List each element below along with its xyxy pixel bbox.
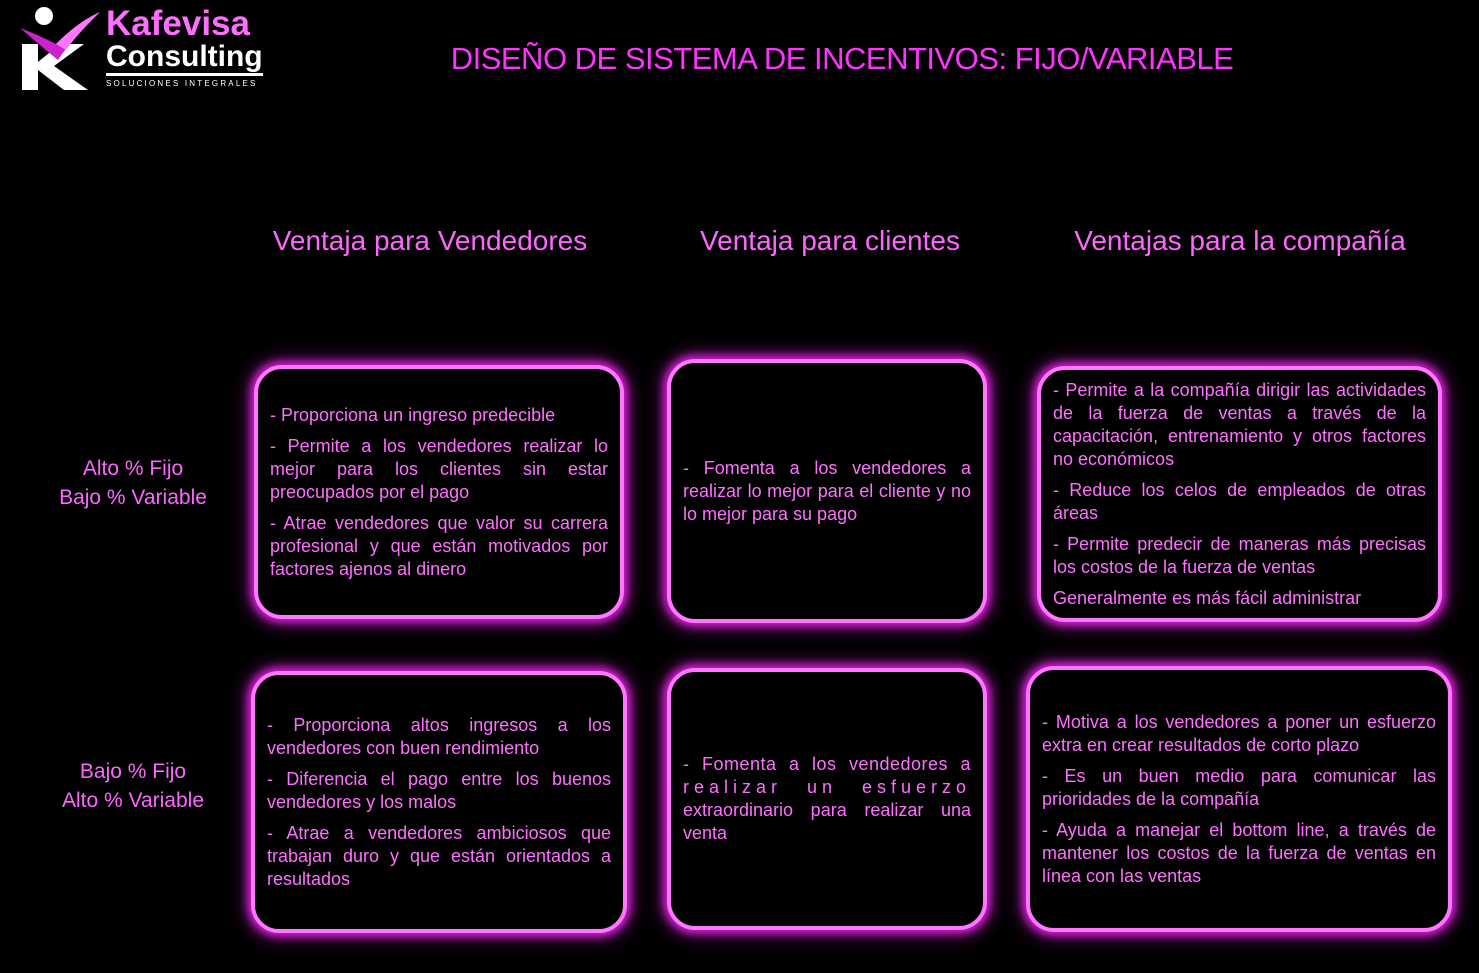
cell-bajo-fijo-compania xyxy=(1026,666,1452,932)
bullet-line: - Fomenta a los vendedores a xyxy=(683,754,971,774)
row-label-line: Alto % Fijo xyxy=(82,457,184,480)
row-label-bajo-fijo xyxy=(30,757,236,815)
page-title: DISEÑO DE SISTEMA DE INCENTIVOS: FIJO/VARIABLE xyxy=(450,41,1234,76)
bullet-text: - Permite predecir de maneras más precisas los costos de la fuerza de ventas xyxy=(1053,533,1426,577)
bullet-text: - Permite a la compañía dirigir las actividades de la fuerza de ventas a través de la capacitación, entrenamiento y otros factores no económicos xyxy=(1053,379,1426,469)
bullet-text: - Permite a los vendedores realizar lo mejor para los clientes sin estar preocupados por el pago xyxy=(270,435,608,502)
cell-alto-fijo-compania xyxy=(1037,366,1442,622)
cell-alto-fijo-clientes xyxy=(667,359,987,623)
brand-name-line1: Kafevisa xyxy=(106,4,250,43)
bullet-line: extraordinario para realizar una venta xyxy=(683,800,971,843)
row-label-alto-fijo xyxy=(30,454,236,512)
bullet-text: - Fomenta a los vendedores a realizar lo mejor para el cliente y no lo mejor para su pago xyxy=(683,457,971,524)
brand-tagline: SOLUCIONES INTEGRALES xyxy=(106,79,258,88)
bullet-text: - Reduce los celos de empleados de otras áreas xyxy=(1053,479,1426,523)
row-label-line: Bajo % Variable xyxy=(59,486,207,509)
cell-bajo-fijo-clientes xyxy=(667,668,987,930)
bullet-text: - Proporciona altos ingresos a los vendedores con buen rendimiento xyxy=(267,714,611,758)
bullet-text xyxy=(683,753,971,845)
bullet-text: - Es un buen medio para comunicar las prioridades de la compañía xyxy=(1042,765,1436,809)
column-header-compania: Ventajas para la compañía xyxy=(1074,225,1406,256)
cell-alto-fijo-vendedores xyxy=(254,365,624,619)
bullet-text: - Atrae a vendedores ambiciosos que trabajan duro y que están orientados a resultados xyxy=(267,822,611,889)
person-k-icon xyxy=(18,4,102,94)
company-logo xyxy=(18,4,288,96)
bullet-text: - Ayuda a manejar el bottom line, a través de mantener los costos de la fuerza de ventas en línea con las ventas xyxy=(1042,819,1436,886)
row-label-line: Alto % Variable xyxy=(61,789,205,812)
cell-bajo-fijo-vendedores xyxy=(251,671,627,933)
bullet-text: - Atrae vendedores que valor su carrera profesional y que están motivados por factores ajenos al dinero xyxy=(270,512,608,579)
row-label-line: Bajo % Fijo xyxy=(79,760,187,783)
column-header-clientes: Ventaja para clientes xyxy=(700,225,960,256)
bullet-text: Generalmente es más fácil administrar xyxy=(1053,587,1362,608)
column-header-vendedores: Ventaja para Vendedores xyxy=(272,225,588,256)
bullet-text: - Motiva a los vendedores a poner un esfuerzo extra en crear resultados de corto plazo xyxy=(1042,711,1436,755)
bullet-line: realizar un esfuerzo xyxy=(683,777,971,797)
bullet-text: - Proporciona un ingreso predecible xyxy=(270,404,556,425)
bullet-text: - Diferencia el pago entre los buenos vendedores y los malos xyxy=(267,768,611,812)
brand-name-line2: Consulting xyxy=(106,42,263,76)
